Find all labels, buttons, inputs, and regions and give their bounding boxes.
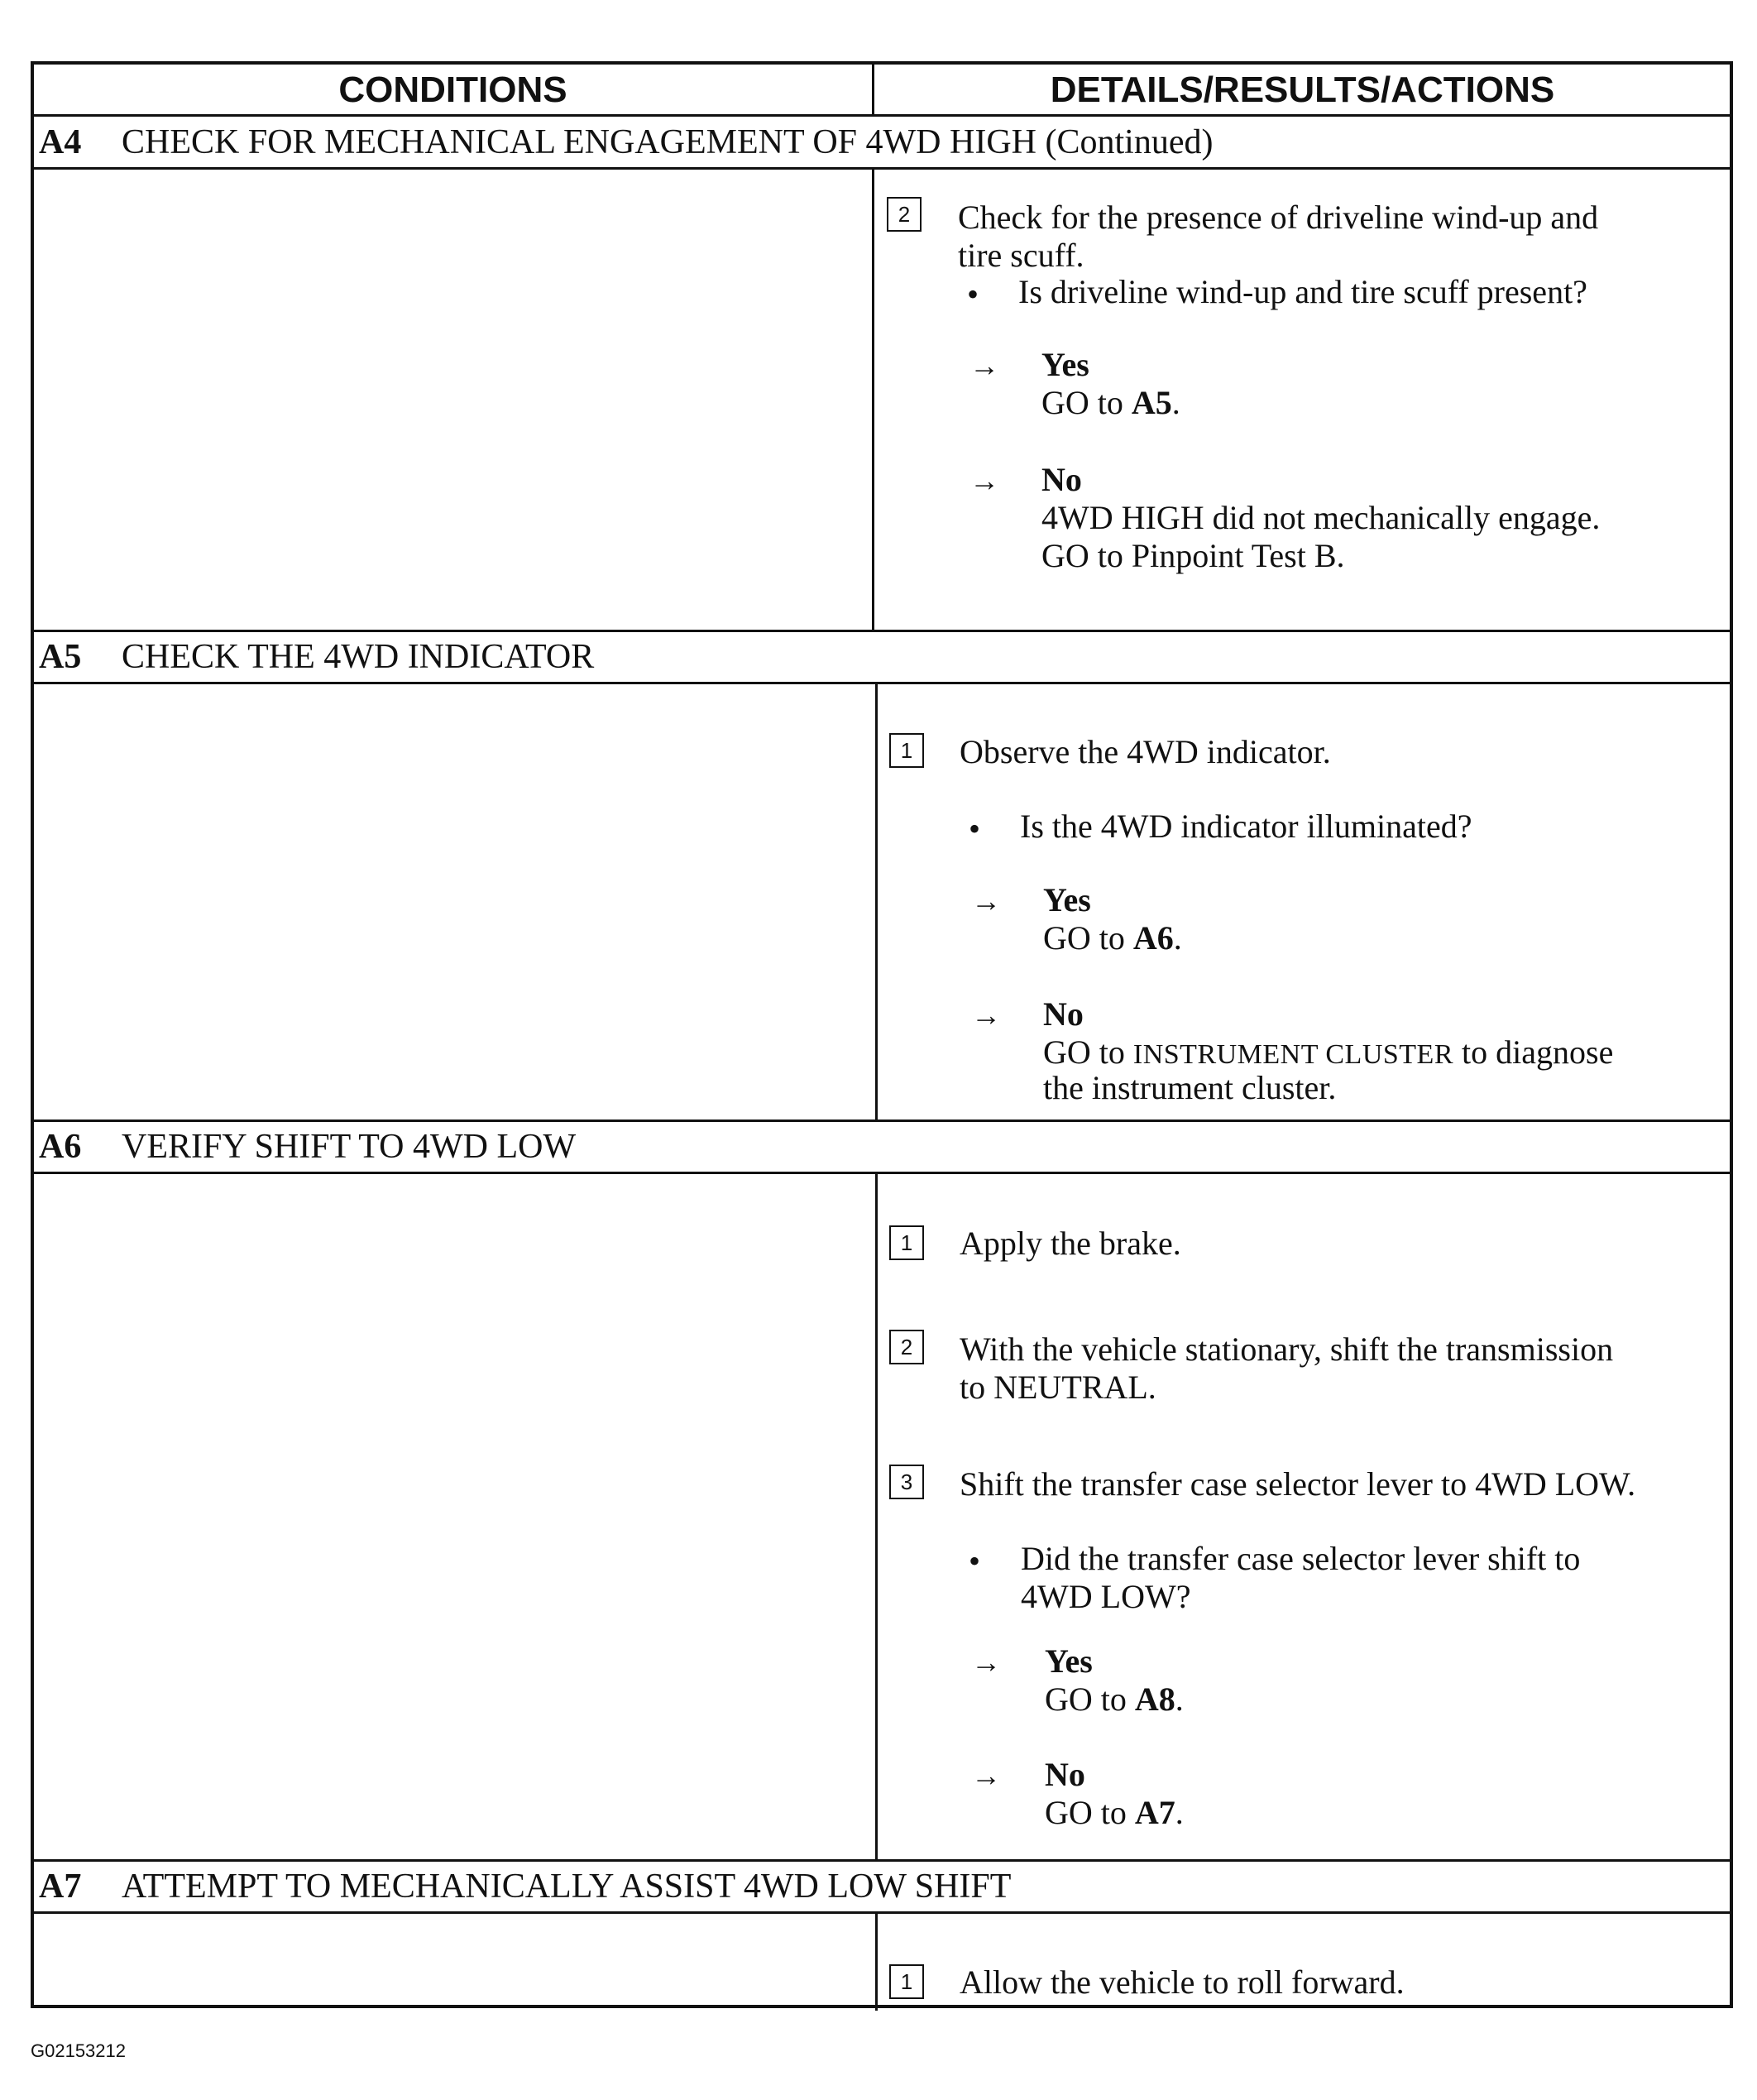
yes-action: [1043, 919, 1182, 957]
arrow-right-icon: →: [969, 464, 999, 497]
no-label: No: [1041, 461, 1082, 498]
section-code: A4: [39, 123, 82, 161]
step-text-line: With the vehicle stationary, shift the transmission: [960, 1330, 1614, 1368]
column-divider: [875, 1172, 878, 1859]
step-text: [958, 199, 1598, 275]
no-label: No: [1043, 995, 1084, 1033]
section-header-a7: [39, 1862, 1011, 1911]
no-branch: [1041, 461, 1600, 575]
arrow-right-icon: →: [969, 349, 999, 382]
arrow-right-icon: →: [971, 885, 1001, 918]
step-text: Shift the transfer case selector lever to 4WD LOW.: [960, 1465, 1636, 1503]
step-number-box: 2: [887, 197, 922, 232]
step-text-line: tire scuff.: [958, 237, 1084, 274]
section-title: VERIFY SHIFT TO 4WD LOW: [122, 1128, 577, 1166]
diagnostic-table: [31, 61, 1733, 2008]
column-divider: [872, 65, 874, 114]
bullet-icon: •: [969, 1542, 981, 1580]
yes-label: Yes: [1043, 881, 1091, 918]
divider: [34, 1172, 1730, 1174]
action-end: .: [1175, 1794, 1184, 1831]
question-text: [1021, 1540, 1580, 1616]
divider: [34, 114, 1730, 117]
yes-branch: [1045, 1642, 1184, 1719]
bullet-icon: •: [967, 276, 979, 313]
section-code: A7: [39, 1867, 82, 1906]
yes-label: Yes: [1045, 1642, 1093, 1680]
step-text-line: to NEUTRAL.: [960, 1369, 1156, 1406]
step-number-box: 1: [889, 733, 924, 768]
section-title: ATTEMPT TO MECHANICALLY ASSIST 4WD LOW SHIFT: [122, 1867, 1012, 1906]
arrow-right-icon: →: [971, 1759, 1001, 1792]
arrow-right-icon: →: [971, 999, 1001, 1032]
figure-id: G02153212: [31, 2040, 126, 2061]
action-text: to diagnose: [1453, 1033, 1614, 1071]
no-action-line: [1043, 1033, 1613, 1074]
section-code: A6: [39, 1128, 82, 1166]
action-end: .: [1175, 1680, 1184, 1718]
step-number-box: 2: [889, 1330, 924, 1364]
column-divider: [875, 1911, 878, 2011]
details-column-header: DETAILS/RESULTS/ACTIONS: [1050, 70, 1555, 110]
no-label: No: [1045, 1756, 1085, 1793]
action-text: GO to: [1045, 1680, 1135, 1718]
yes-label: Yes: [1041, 346, 1089, 383]
section-header-a4: [39, 117, 1213, 167]
yes-action: [1041, 384, 1180, 422]
conditions-column-header: CONDITIONS: [338, 70, 567, 110]
target-step: A6: [1132, 919, 1174, 957]
step-text: Allow the vehicle to roll forward.: [960, 1963, 1405, 2001]
divider: [34, 682, 1730, 684]
step-number-box: 1: [889, 1964, 924, 1999]
no-branch: [1045, 1756, 1184, 1832]
action-text: GO to: [1041, 384, 1132, 421]
section-title: CHECK THE 4WD INDICATOR: [122, 638, 595, 676]
action-text: GO to: [1043, 1033, 1133, 1071]
yes-action: [1045, 1680, 1184, 1719]
action-text: GO to: [1043, 919, 1133, 957]
yes-branch: [1043, 881, 1182, 957]
arrow-right-icon: →: [971, 1646, 1001, 1679]
no-action: [1045, 1794, 1184, 1832]
question-text: Is driveline wind-up and tire scuff present?: [1018, 273, 1587, 310]
target-step: A5: [1131, 384, 1172, 421]
column-divider: [875, 682, 878, 1120]
yes-branch: [1041, 346, 1180, 422]
section-code: A5: [39, 638, 82, 676]
target-step: A7: [1134, 1794, 1175, 1831]
target-step: A8: [1134, 1680, 1175, 1718]
bullet-icon: •: [969, 810, 981, 847]
step-number-box: 3: [889, 1465, 924, 1499]
step-text: [960, 1330, 1613, 1407]
step-number-box: 1: [889, 1225, 924, 1260]
action-end: .: [1173, 919, 1182, 957]
section-title: CHECK FOR MECHANICAL ENGAGEMENT OF 4WD HIGH (Continued): [122, 123, 1214, 161]
question-line: Did the transfer case selector lever shift to: [1021, 1540, 1581, 1577]
step-text: Apply the brake.: [960, 1225, 1181, 1262]
section-header-a6: [39, 1122, 576, 1172]
no-action-line: 4WD HIGH did not mechanically engage.: [1041, 499, 1601, 536]
section-header-a5: [39, 632, 594, 682]
no-action-line: the instrument cluster.: [1043, 1069, 1337, 1106]
question-line: 4WD LOW?: [1021, 1578, 1191, 1615]
action-end: .: [1171, 384, 1180, 421]
cross-reference: INSTRUMENT CLUSTER: [1132, 1039, 1454, 1070]
divider: [34, 167, 1730, 170]
action-text: GO to: [1045, 1794, 1135, 1831]
question-text: Is the 4WD indicator illuminated?: [1020, 808, 1472, 845]
no-branch: [1043, 995, 1613, 1107]
step-text-line: Check for the presence of driveline wind-up and: [958, 199, 1599, 236]
divider: [34, 1911, 1730, 1914]
no-action-line: GO to Pinpoint Test B.: [1041, 537, 1345, 574]
column-divider: [872, 167, 874, 630]
step-text: Observe the 4WD indicator.: [960, 733, 1331, 770]
